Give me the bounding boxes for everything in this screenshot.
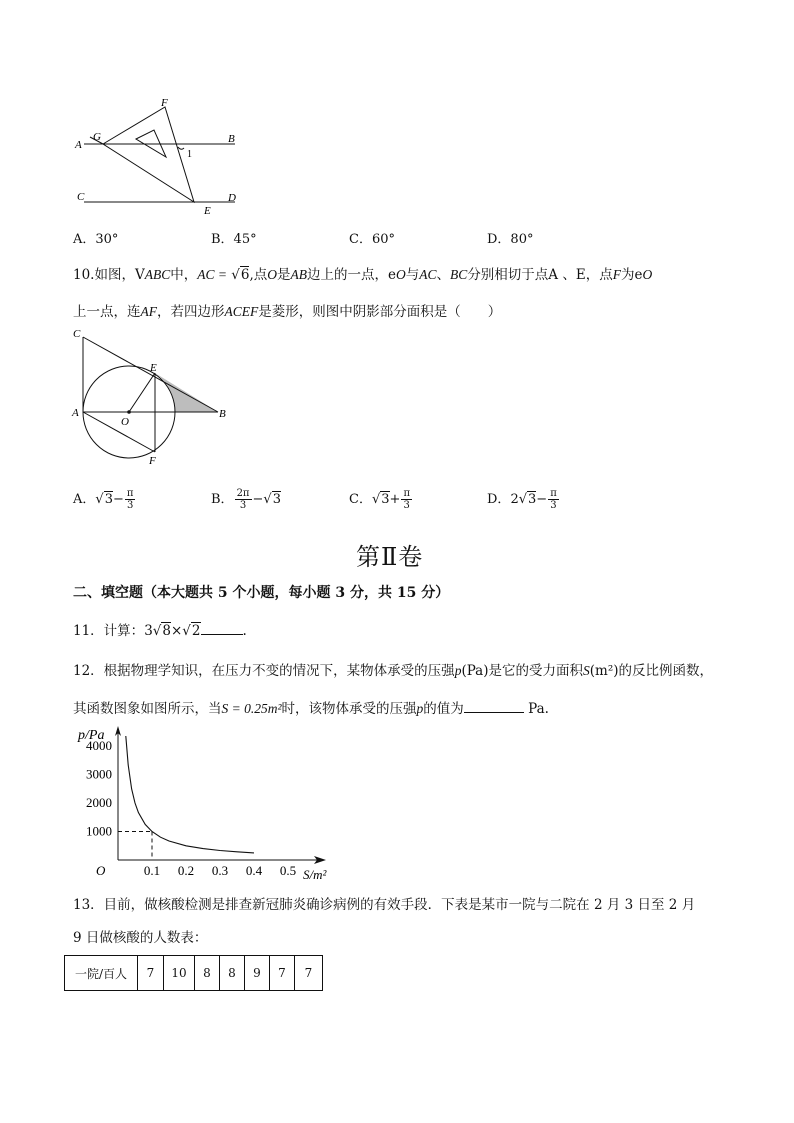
y-tick-label: 1000 <box>86 823 112 839</box>
q11: 11．计算：3√8×√2 . <box>73 623 247 639</box>
q13-line1: 13．目前，做核酸检测是排查新冠肺炎确诊病例的有效手段．下表是某市一院与二院在 2 月 3 日至 2 月 <box>73 897 696 913</box>
segment-af <box>83 412 155 452</box>
label-a: A <box>72 407 79 419</box>
q10-option-b: B． $\frac{2\pi}{3}$ −√3 <box>211 488 281 511</box>
x-tick-label: 0.4 <box>245 863 263 878</box>
q12-line1: 12．根据物理学知识，在压力不变的情况下，某物体承受的压强p(Pa)是它的受力面积S(m²)的反比例函数， <box>73 663 713 679</box>
label-o: O <box>121 416 129 428</box>
label-c: C <box>77 191 85 203</box>
triangle-gfe <box>103 107 194 202</box>
table-cell: 7 <box>270 956 295 991</box>
label-angle-1: 1 <box>187 149 192 160</box>
q11-answer-blank[interactable] <box>201 621 243 635</box>
x-tick-label: 0.5 <box>279 863 297 878</box>
q12-answer-blank[interactable] <box>464 699 524 713</box>
y-axis-label: p/Pa <box>78 728 105 743</box>
label-f: F <box>149 455 156 467</box>
origin-label: O <box>96 863 106 878</box>
q10-option-a: A．√3− $\frac{\pi}{3}$ <box>73 488 134 511</box>
label-e: E <box>150 362 157 374</box>
q10-figure <box>70 325 240 470</box>
q9-figure <box>70 95 250 220</box>
q10-line2: 上一点，连AF，若四边形ACEF是菱形，则图中阴影部分面积是（ ） <box>73 304 502 320</box>
x-tick-label: 0.3 <box>211 863 229 878</box>
label-b: B <box>219 408 226 420</box>
segment-oe <box>129 373 155 412</box>
q13-table <box>64 955 323 991</box>
label-e: E <box>204 205 211 217</box>
table-cell: 10 <box>164 956 195 991</box>
label-g: G <box>93 131 101 143</box>
angle-1-arc <box>178 147 184 149</box>
label-a: A <box>75 139 82 151</box>
q12-line2: 其函数图象如图所示，当S = 0.25m²时，该物体承受的压强p的值为 Pa. <box>73 701 549 717</box>
section-heading: 二、填空题（本大题共 5 个小题，每小题 3 分，共 15 分） <box>73 585 450 601</box>
q9-option-c: C．60° <box>349 232 395 247</box>
x-tick-label: 0.1 <box>143 863 161 878</box>
y-tick-label: 4000 <box>86 738 112 753</box>
q9-option-a: A．30° <box>73 232 119 247</box>
center-o <box>127 410 131 414</box>
q10-option-d: D．2√3− $\frac{\pi}{3}$ <box>487 488 557 511</box>
y-tick-label: 3000 <box>86 766 112 782</box>
row-label: 一院/百人 <box>65 956 138 991</box>
label-d: D <box>228 192 236 204</box>
table-cell: 7 <box>138 956 164 991</box>
q10-option-c: C．√3+ $\frac{\pi}{3}$ <box>349 488 411 511</box>
x-tick-label: 0.2 <box>177 863 195 878</box>
label-f: F <box>161 97 168 109</box>
table-cell: 7 <box>295 956 323 991</box>
q9-option-d: D．80° <box>487 232 534 247</box>
y-tick-label: 2000 <box>86 795 112 810</box>
part-title: 第Ⅱ卷 <box>356 543 424 571</box>
label-c: C <box>73 328 81 340</box>
q9-option-b: B．45° <box>211 232 257 247</box>
table-row <box>65 956 323 991</box>
label-b: B <box>228 133 235 145</box>
q10-line1: 10.如图，VABC中，AC = √6,点O是AB边上的一点，eO与AC、BC分别相切于点A 、E，点F为eO <box>73 267 653 283</box>
table-cell: 8 <box>195 956 220 991</box>
table-cell: 9 <box>245 956 270 991</box>
shaded-region <box>155 373 218 412</box>
q13-line2: 9 日做核酸的人数表： <box>73 930 208 946</box>
data-curve <box>126 736 254 853</box>
x-axis-label: S/m² <box>303 867 327 880</box>
segment-cb <box>83 337 218 412</box>
q12-chart <box>70 722 345 880</box>
table-cell: 8 <box>220 956 245 991</box>
